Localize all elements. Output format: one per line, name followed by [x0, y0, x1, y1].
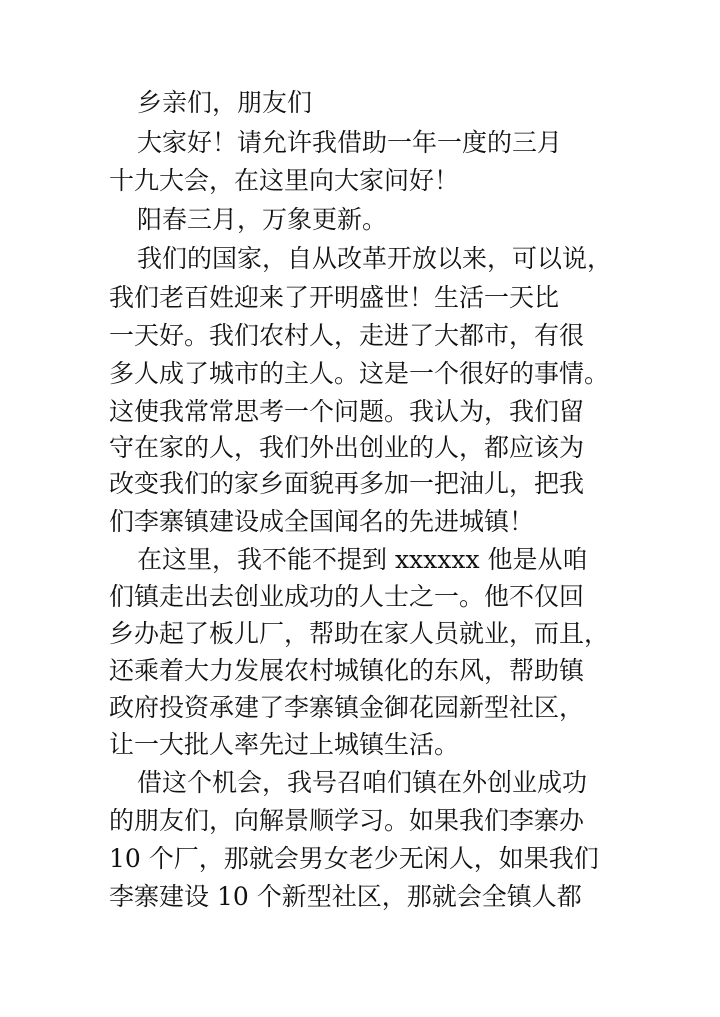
text-line: 们李寨镇建设成全国闻名的先进城镇！: [109, 507, 535, 536]
text-line: 政府投资承建了李寨镇金御花园新型社区，: [109, 693, 585, 722]
text-line: 们镇走出去创业成功的人士之一。他不仅回: [109, 582, 585, 611]
text-line: 10 个厂，那就会男女老少无闲人，如果我们: [109, 844, 599, 873]
text-line: 我们老百姓迎来了开明盛世！生活一天比: [109, 283, 560, 312]
text-line: 十九大会，在这里向大家问好！: [109, 166, 460, 195]
text-line: 我们的国家，自从改革开放以来，可以说，: [137, 244, 613, 273]
text-line: 一天好。我们农村人，走进了大都市，有很: [109, 321, 585, 350]
text-line: 还乘着大力发展农村城镇化的东风，帮助镇: [109, 656, 585, 685]
text-line: 李寨建设 10 个新型社区，那就会全镇人都: [109, 882, 582, 911]
text-line: 让一大批人率先过上城镇生活。: [109, 730, 460, 759]
text-line: 乡办起了板儿厂，帮助在家人员就业，而且，: [109, 619, 610, 648]
text-line: 借这个机会，我号召咱们镇在外创业成功: [137, 768, 588, 797]
text-line: 这使我常常思考一个问题。我认为，我们留: [109, 397, 585, 426]
text-line: 的朋友们，向解景顺学习。如果我们李寨办: [109, 806, 585, 835]
text-line: 阳春三月，万象更新。: [137, 205, 388, 234]
text-line: 大家好！请允许我借助一年一度的三月: [137, 128, 563, 157]
text-line: 乡亲们，朋友们: [137, 88, 313, 117]
text-line: 在这里，我不能不提到 xxxxxx 他是从咱: [137, 545, 588, 574]
text-line: 改变我们的家乡面貌再多加一把油儿，把我: [109, 469, 585, 498]
text-line: 多人成了城市的主人。这是一个很好的事情。: [109, 359, 610, 388]
text-line: 守在家的人，我们外出创业的人，都应该为: [109, 433, 585, 462]
